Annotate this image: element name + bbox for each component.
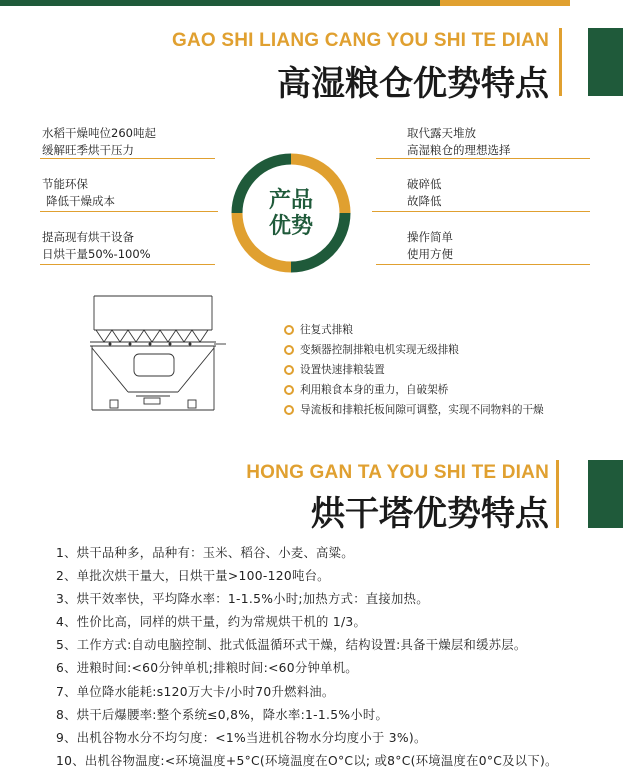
feature-divider	[372, 211, 590, 212]
feature-line: 提高现有烘干设备	[42, 230, 134, 244]
bullet-circle-icon	[284, 385, 294, 395]
list-item: 1、烘干品种多，品种有：玉米、稻谷、小麦、高粱。	[56, 546, 354, 560]
bullet-circle-icon	[284, 325, 294, 335]
left-feature-1	[42, 125, 156, 159]
list-item: 7、单位降水能耗:s120万大卡/小时70升燃料油。	[56, 684, 335, 699]
list-item: 10、出机谷物温度:<环境温度+5°C(环境温度在O°C以; 或8°C(环境温度在0°C及以下)。	[56, 753, 558, 768]
feature-line: 水稻干燥吨位260吨起	[42, 126, 156, 140]
bullet-item: 设置快速排粮装置	[284, 360, 544, 380]
feature-line: 日烘干量50%-100%	[42, 247, 151, 261]
right-feature-1	[407, 125, 511, 159]
feature-line: 使用方便	[407, 247, 453, 261]
right-feature-3	[407, 229, 453, 263]
bullet-circle-icon	[284, 345, 294, 355]
feature-line: 取代露天堆放	[407, 126, 476, 140]
top-bar-green	[0, 0, 440, 6]
list-item: 2、单批次烘干量大，日烘干量>100-120吨台。	[56, 569, 330, 584]
bullet-circle-icon	[284, 405, 294, 415]
list-item: 6、进粮时间:<60分钟单机;排粮时间:<60分钟单机。	[56, 661, 358, 676]
feature-line: 降低干燥成本	[46, 194, 115, 208]
bullet-item: 利用粮食本身的重力，自破架桥	[284, 380, 544, 400]
section2-header-divider	[556, 460, 559, 528]
section1-header-block	[588, 28, 623, 96]
feature-divider	[376, 158, 590, 159]
silo-diagram	[80, 292, 236, 417]
circle-text-line2: 优势	[268, 214, 314, 239]
feature-bullet-list	[284, 320, 544, 420]
feature-divider	[40, 264, 215, 265]
top-bar-orange	[440, 0, 570, 6]
list-item: 8、烘干后爆腰率:整个系统≤0,8%，降水率:1-1.5%小时。	[56, 707, 389, 722]
feature-line: 高湿粮仓的理想选择	[407, 143, 511, 157]
right-feature-2	[407, 176, 442, 210]
feature-line: 故降低	[407, 194, 442, 208]
feature-line: 操作简单	[407, 230, 453, 244]
circle-text-line1: 产品	[268, 188, 314, 213]
list-item: 4、性价比高，同样的烘干量，约为常规烘干机的 1/3。	[56, 615, 367, 630]
section1-title: 高湿粮仓优势特点	[277, 64, 549, 104]
list-item: 9、出机谷物水分不均匀度：<1%当进机谷物水分均度小于 3%)。	[56, 730, 427, 745]
feature-divider	[40, 158, 215, 159]
list-item: 3、烘干效率快，平均降水率：1-1.5%小时;加热方式：直接加热。	[56, 592, 429, 607]
section1-pinyin: GAO SHI LIANG CANG YOU SHI TE DIAN	[172, 30, 549, 51]
list-item: 5、工作方式:自动电脑控制、批式低温循环式干燥，结构设置:具备干燥层和缓苏层。	[56, 638, 527, 653]
left-feature-2	[42, 176, 115, 210]
tower-feature-list	[56, 545, 576, 776]
section2-title: 烘干塔优势特点	[311, 494, 549, 534]
feature-line: 缓解旺季烘干压力	[42, 143, 134, 157]
section2-header-block	[588, 460, 623, 528]
feature-line: 破碎低	[407, 177, 442, 191]
section1-header-divider	[559, 28, 562, 96]
feature-line: 节能环保	[42, 177, 88, 191]
section2-pinyin: HONG GAN TA YOU SHI TE DIAN	[246, 462, 549, 483]
feature-divider	[40, 211, 218, 212]
bullet-circle-icon	[284, 365, 294, 375]
feature-divider	[376, 264, 590, 265]
bullet-item: 变频器控制排粮电机实现无级排粮	[284, 340, 544, 360]
bullet-item: 往复式排粮	[284, 320, 544, 340]
advantage-ring	[230, 152, 352, 274]
left-feature-3	[42, 229, 151, 263]
bullet-item: 导流板和排粮托板间隙可调整，实现不同物料的干燥	[284, 400, 544, 420]
